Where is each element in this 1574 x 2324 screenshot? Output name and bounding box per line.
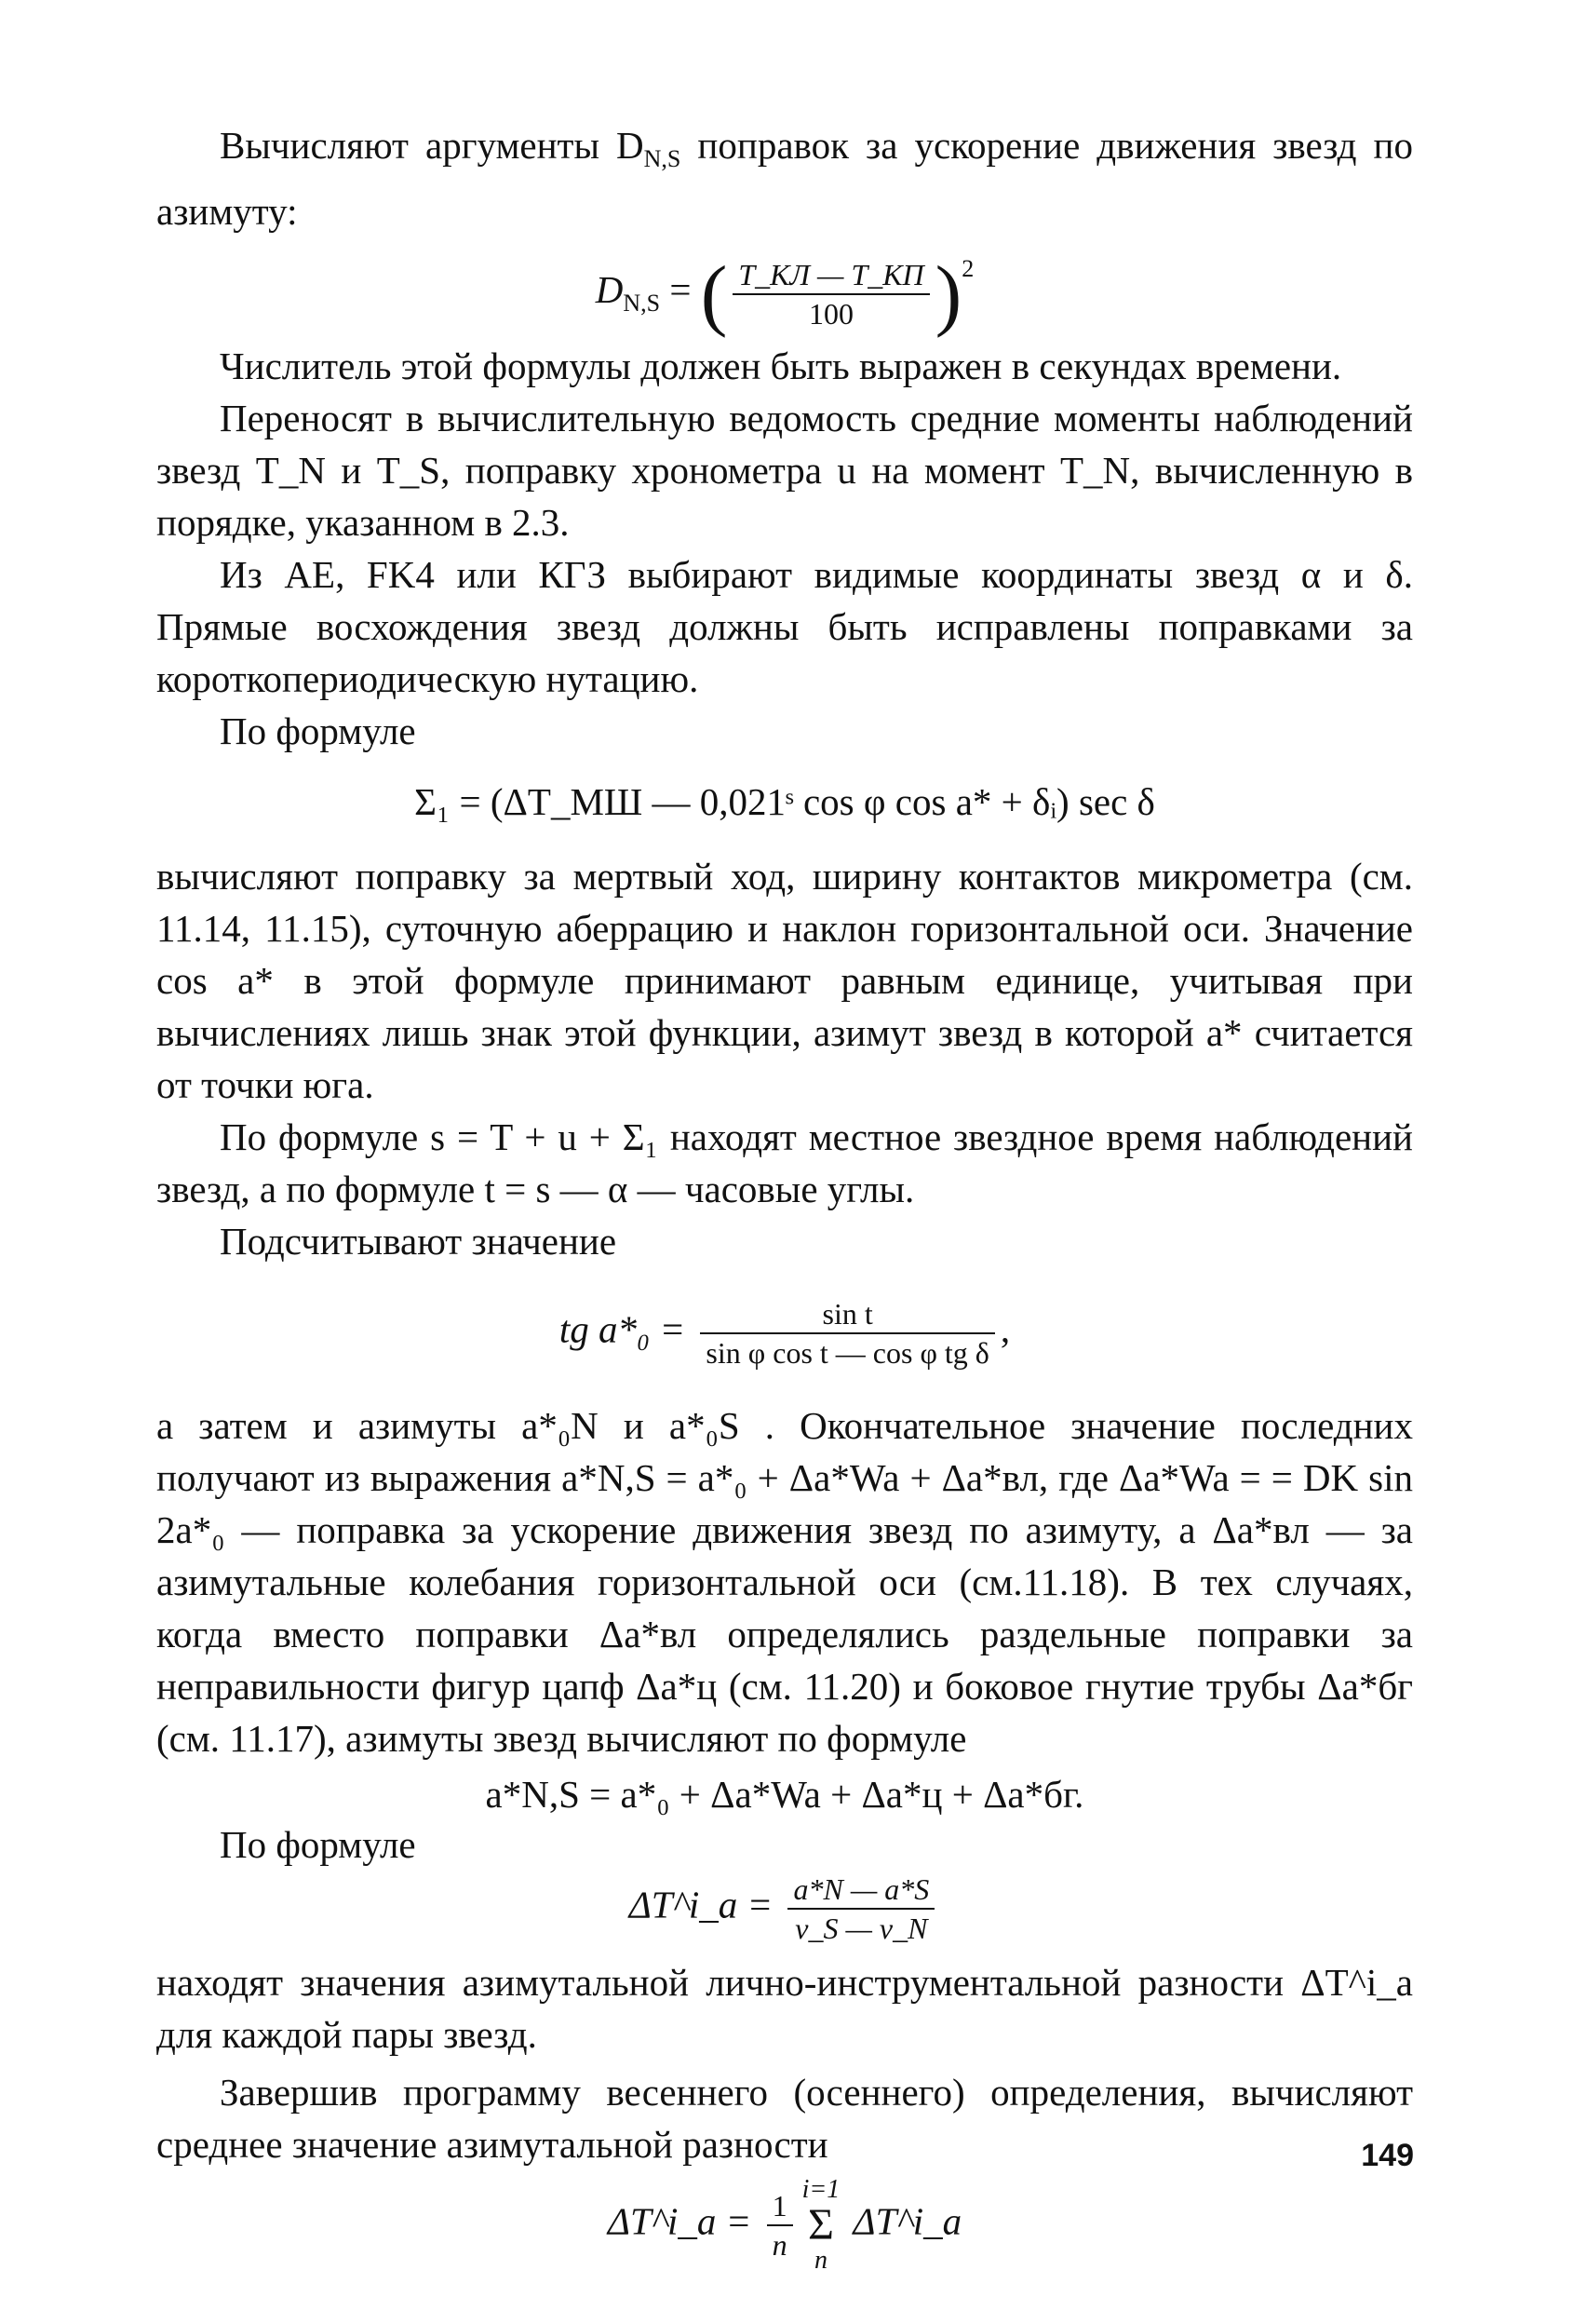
- paragraph-1-sub: N,S: [643, 145, 681, 173]
- paragraph-9: а затем и азимуты a*₀N и a*₀S . Окончательное значение последних получают из выражения a*N,S = a*₀ + Δa*Wa + Δa*вл, где Δa*Wa = = DK sin 2a*₀ — поправка за ускорение движения звезд по азимуту, а Δa*вл — за азимутальные колебания горизонтальной оси (см.11.18). В тех случаях, когда вместо поправки Δa*вл определялись раздельные поправки за неправильности фигур цапф Δa*ц (см. 11.20) и боковое гнутие трубы Δa*бг (см. 11.17), азимуты звезд вычисляют по формуле: [156, 1403, 1413, 1760]
- formula-dns-lparen: (: [700, 249, 728, 339]
- formula-delta-t-fraction: [787, 1871, 935, 1947]
- formula-tg: [156, 1295, 1413, 1371]
- paragraph-6: вычисляют поправку за мертвый ход, ширину контактов микрометра (см. 11.14, 11.15), суточную аберрацию и наклон горизонтальной оси. Значение cos a* в этой формуле принимают равным единице, учитывая при вычислениях лишь знак этой функции, азимут звезд в которой a* считается от точки юга.: [156, 854, 1413, 1106]
- formula-mean-lhs: ΔT^i_a =: [607, 2199, 761, 2243]
- formula-mean-fraction: [767, 2187, 793, 2263]
- formula-dns-lhs-sub: N,S: [623, 290, 661, 318]
- formula-mean: [156, 2176, 1413, 2275]
- paragraph-1-tail: поправок за ускорение движения звезд по азимуту:: [156, 124, 1413, 234]
- formula-mean-denominator: n: [767, 2224, 793, 2263]
- paragraph-2: Числитель этой формулы должен быть выражен в секундах времени.: [220, 344, 1342, 387]
- formula-dns-fraction: [733, 256, 929, 332]
- formula-delta-t: [156, 1871, 1413, 1947]
- formula-tg-denominator: sin φ cos t — cos φ tg δ: [700, 1332, 994, 1371]
- formula-mean-sum-sign: Σ: [807, 2199, 834, 2250]
- formula-mean-sum-top: i=1: [801, 2174, 841, 2204]
- formula-delta-t-numerator: a*N — a*S: [793, 1871, 930, 1906]
- formula-dns: [156, 245, 1413, 339]
- formula-tg-tail: ,: [1000, 1307, 1011, 1351]
- paragraph-12: Завершив программу весеннего (осеннего) определения, вычисляют среднее значение азимутальной разности: [156, 2070, 1413, 2166]
- formula-tg-fraction: [700, 1295, 994, 1371]
- formula-dns-numerator: T_КЛ — T_КП: [738, 257, 924, 291]
- page-body: [156, 119, 1413, 2275]
- paragraph-1: [156, 119, 1413, 237]
- formula-delta-t-denominator: v_S — v_N: [787, 1908, 935, 1947]
- formula-mean-sum-bottom: n: [814, 2245, 827, 2275]
- formula-dns-eq: =: [660, 268, 701, 312]
- formula-dns-rparen: ): [935, 249, 962, 339]
- formula-dns-lhs: D: [595, 268, 624, 312]
- paragraph-11: находят значения азимутальной лично-инструментальной разности ΔT^i_a для каждой пары звезд.: [156, 1960, 1413, 2056]
- formula-mean-numerator: 1: [772, 2188, 787, 2223]
- formula-dns-denominator: 100: [733, 293, 929, 332]
- paragraph-5: По формуле: [220, 709, 416, 752]
- formula-mean-tail: ΔT^i_a: [843, 2199, 962, 2243]
- formula-dns-exponent: 2: [962, 255, 975, 283]
- paragraph-7: По формуле s = T + u + Σ₁ находят местное звездное время наблюдений звезд, а по формуле t = s — α — часовые углы.: [156, 1115, 1413, 1210]
- formula-azimuth: a*N,S = a*₀ + Δa*Wa + Δa*ц + Δa*бг.: [485, 1772, 1084, 1816]
- formula-tg-lhs: tg a*₀ =: [558, 1307, 695, 1351]
- paragraph-4: Из АЕ, FK4 или КГЗ выбирают видимые координаты звезд α и δ. Прямые восхождения звезд должны быть исправлены поправками за короткопериодическую нутацию.: [156, 552, 1413, 700]
- formula-mean-sum: [802, 2176, 841, 2275]
- formula-tg-numerator: sin t: [822, 1296, 873, 1331]
- paragraph-8: Подсчитывают значение: [220, 1219, 617, 1263]
- formula-sigma: Σ₁ = (ΔT_МШ — 0,021ˢ cos φ cos a* + δᵢ) sec δ: [414, 779, 1155, 823]
- paragraph-3: Переносят в вычислительную ведомость средние моменты наблюдений звезд T_N и T_S, поправку хронометра u на момент T_N, вычисленную в порядке, указанном в 2.3.: [156, 396, 1413, 544]
- page-number: 149: [1361, 2138, 1414, 2173]
- paragraph-10: По формуле: [220, 1822, 416, 1866]
- formula-delta-t-lhs: ΔT^i_a =: [628, 1883, 783, 1926]
- paragraph-1-text: Вычисляют аргументы D: [220, 124, 644, 167]
